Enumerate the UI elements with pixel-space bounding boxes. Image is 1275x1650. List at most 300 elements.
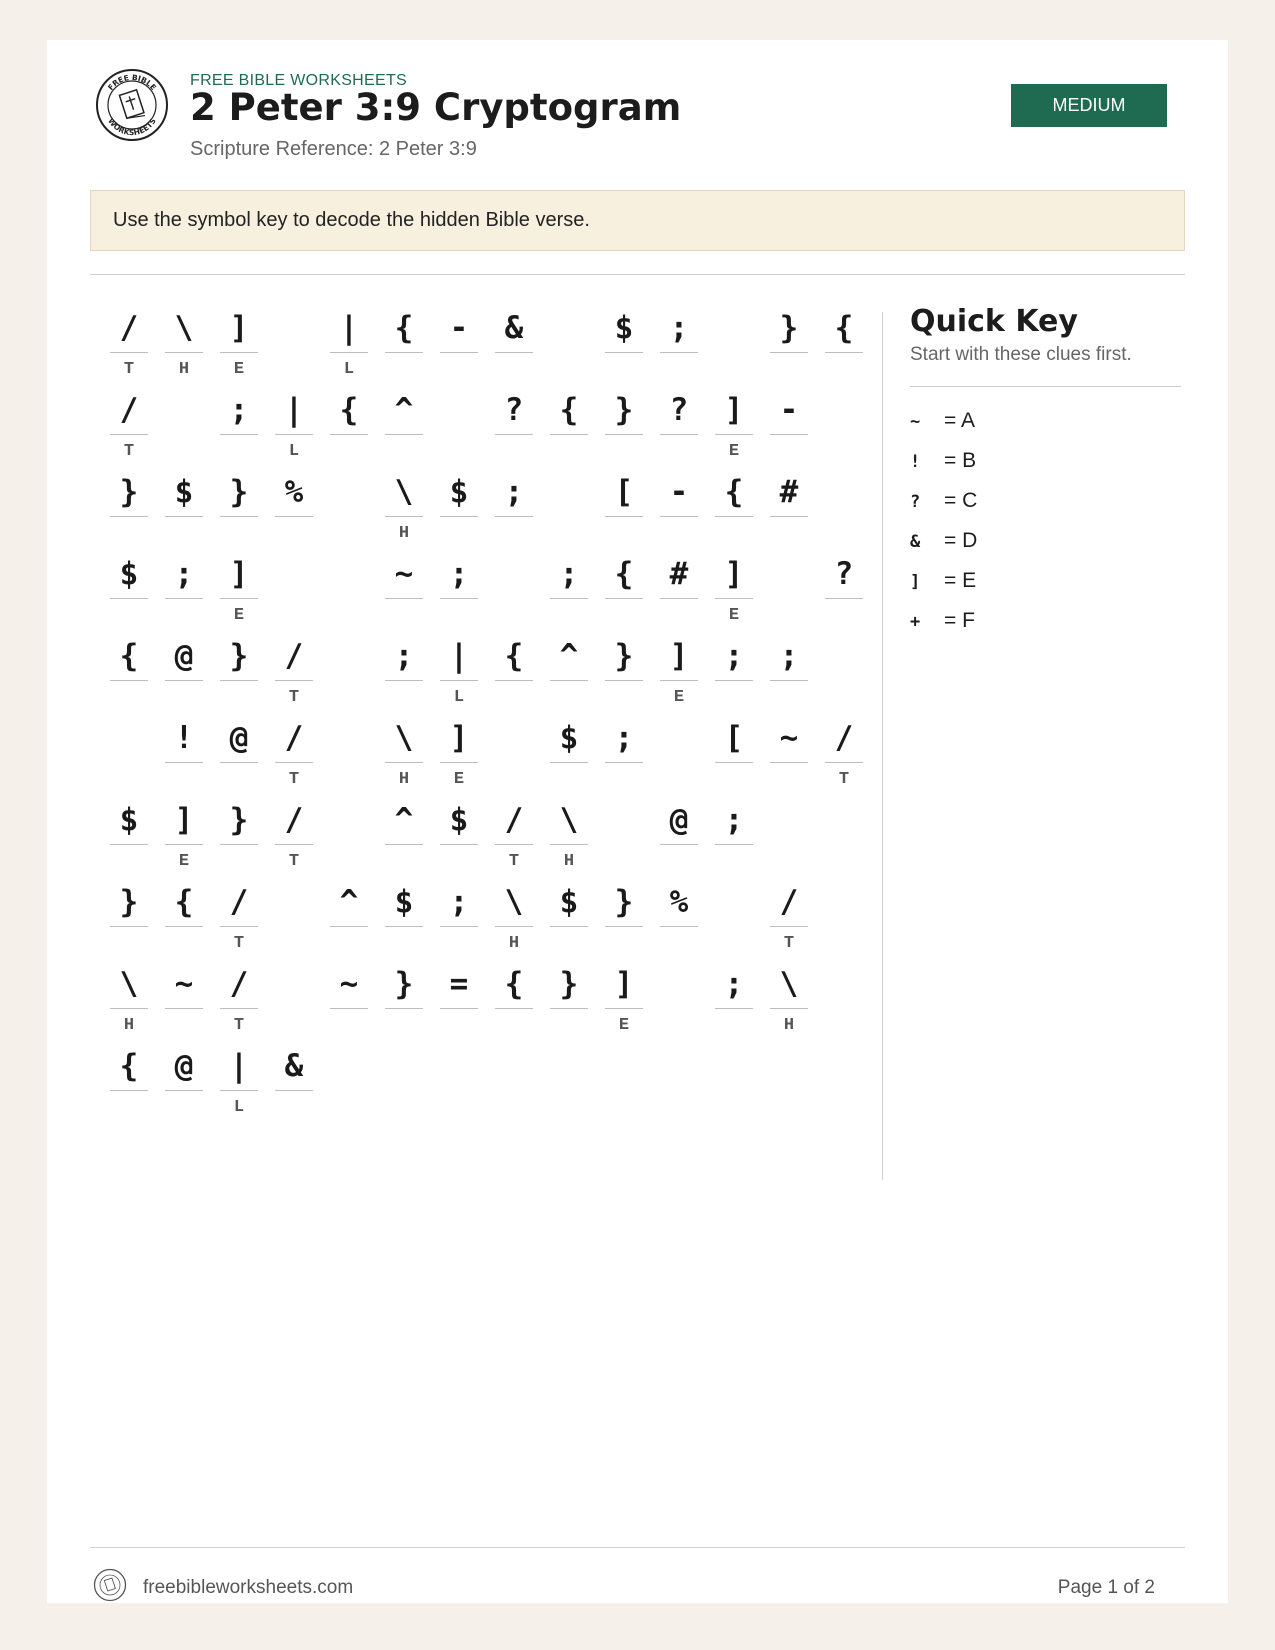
cipher-symbol: ;	[174, 556, 194, 592]
answer-line	[440, 680, 478, 681]
cipher-cell	[550, 708, 588, 794]
cipher-symbol: =	[449, 966, 469, 1002]
cipher-cell	[330, 298, 368, 384]
cipher-cell	[770, 380, 808, 466]
cipher-symbol: ^	[394, 802, 414, 838]
answer-line	[165, 1090, 203, 1091]
answer-letter: E	[728, 606, 740, 625]
answer-line	[440, 762, 478, 763]
cipher-symbol: ;	[724, 966, 744, 1002]
cipher-symbol: ^	[559, 638, 579, 674]
cipher-cell	[110, 544, 148, 630]
cipher-symbol: $	[559, 720, 579, 756]
answer-line	[715, 762, 753, 763]
cipher-cell	[440, 298, 478, 384]
cipher-cell	[660, 872, 698, 958]
cipher-symbol: |	[229, 1048, 249, 1084]
answer-line	[165, 1008, 203, 1009]
answer-letter: E	[673, 688, 685, 707]
cipher-symbol: /	[504, 802, 524, 838]
cipher-cell	[440, 708, 478, 794]
cipher-symbol: /	[229, 884, 249, 920]
answer-letter: E	[453, 770, 465, 789]
cipher-cell	[220, 872, 258, 958]
answer-line	[275, 516, 313, 517]
cipher-symbol: ;	[504, 474, 524, 510]
cipher-symbol: {	[504, 966, 524, 1002]
cipher-symbol: $	[449, 474, 469, 510]
cipher-cell	[495, 462, 533, 548]
svg-text:WORKSHEETS: WORKSHEETS	[106, 116, 158, 138]
cipher-cell	[165, 298, 203, 384]
answer-line	[605, 1008, 643, 1009]
page-title: 2 Peter 3:9 Cryptogram	[190, 86, 682, 129]
answer-line	[495, 434, 533, 435]
answer-line	[330, 352, 368, 353]
quick-key-list	[910, 401, 977, 641]
answer-line	[110, 352, 148, 353]
cipher-symbol: }	[559, 966, 579, 1002]
answer-line	[550, 762, 588, 763]
cipher-cell	[715, 790, 753, 876]
cipher-cell	[220, 298, 258, 384]
cipher-symbol: $	[394, 884, 414, 920]
answer-line	[550, 926, 588, 927]
cipher-symbol: ;	[449, 556, 469, 592]
answer-letter: H	[178, 360, 190, 379]
cipher-symbol: ~	[394, 556, 414, 592]
cipher-cell	[165, 708, 203, 794]
answer-line	[110, 598, 148, 599]
cipher-symbol: }	[119, 884, 139, 920]
key-value: = E	[944, 569, 977, 592]
answer-line	[385, 352, 423, 353]
cipher-cell	[165, 544, 203, 630]
cipher-cell	[385, 708, 423, 794]
key-symbol: ]	[910, 572, 921, 592]
answer-line	[385, 680, 423, 681]
cipher-symbol: |	[449, 638, 469, 674]
quick-key-item	[910, 441, 977, 481]
cipher-cell	[495, 790, 533, 876]
cipher-cell	[715, 626, 753, 712]
answer-line	[165, 680, 203, 681]
answer-letter: E	[178, 852, 190, 871]
instructions-box: Use the symbol key to decode the hidden Bible verse.	[90, 190, 1185, 251]
cipher-symbol: %	[669, 884, 689, 920]
answer-letter: E	[728, 442, 740, 461]
cipher-symbol: }	[614, 392, 634, 428]
cipher-symbol: ;	[229, 392, 249, 428]
cipher-symbol: &	[284, 1048, 304, 1084]
cipher-cell	[660, 462, 698, 548]
cipher-symbol: {	[504, 638, 524, 674]
answer-line	[220, 680, 258, 681]
cipher-symbol: }	[119, 474, 139, 510]
cipher-cell	[605, 462, 643, 548]
answer-line	[275, 844, 313, 845]
cipher-cell	[110, 298, 148, 384]
key-value: = D	[944, 529, 978, 552]
cipher-cell	[110, 626, 148, 712]
answer-letter: E	[233, 360, 245, 379]
cipher-symbol: {	[394, 310, 414, 346]
answer-line	[385, 434, 423, 435]
cipher-cell	[440, 790, 478, 876]
cipher-symbol: \	[394, 720, 414, 756]
answer-line	[550, 680, 588, 681]
cipher-symbol: \	[394, 474, 414, 510]
cipher-cell	[770, 708, 808, 794]
cipher-symbol: !	[174, 720, 194, 756]
cipher-cell	[110, 954, 148, 1040]
cipher-symbol: ;	[449, 884, 469, 920]
answer-line	[440, 844, 478, 845]
cipher-symbol: ]	[724, 392, 744, 428]
cipher-symbol: {	[174, 884, 194, 920]
answer-line	[220, 352, 258, 353]
cipher-cell	[275, 1036, 313, 1122]
cipher-cell	[220, 626, 258, 712]
cipher-symbol: ]	[229, 556, 249, 592]
cipher-symbol: ^	[339, 884, 359, 920]
answer-line	[220, 434, 258, 435]
cipher-cell	[220, 380, 258, 466]
cipher-cell	[110, 462, 148, 548]
answer-line	[330, 434, 368, 435]
cipher-cell	[275, 790, 313, 876]
cipher-symbol: {	[614, 556, 634, 592]
cipher-cell	[770, 872, 808, 958]
answer-line	[715, 1008, 753, 1009]
answer-letter: H	[563, 852, 575, 871]
cipher-symbol: {	[119, 1048, 139, 1084]
answer-line	[660, 680, 698, 681]
cipher-symbol: ]	[614, 966, 634, 1002]
key-value: = B	[944, 449, 977, 472]
cipher-symbol: -	[669, 474, 689, 510]
cipher-cell	[715, 708, 753, 794]
footer-divider	[90, 1547, 1185, 1548]
answer-letter: E	[618, 1016, 630, 1035]
cipher-cell	[605, 298, 643, 384]
key-symbol: &	[910, 532, 921, 552]
cipher-symbol: /	[229, 966, 249, 1002]
answer-line	[165, 516, 203, 517]
answer-line	[385, 516, 423, 517]
cipher-symbol: ?	[669, 392, 689, 428]
cipher-cell	[495, 872, 533, 958]
answer-line	[770, 762, 808, 763]
cipher-symbol: \	[779, 966, 799, 1002]
cipher-symbol: %	[284, 474, 304, 510]
cipher-symbol: ;	[724, 638, 744, 674]
answer-line	[770, 516, 808, 517]
answer-letter: H	[508, 934, 520, 953]
cipher-symbol: {	[834, 310, 854, 346]
logo-icon	[95, 68, 169, 142]
cipher-cell	[495, 626, 533, 712]
cipher-symbol: ]	[174, 802, 194, 838]
answer-line	[605, 516, 643, 517]
cipher-cell	[385, 380, 423, 466]
answer-line	[605, 926, 643, 927]
cipher-symbol: -	[779, 392, 799, 428]
cipher-symbol: ;	[614, 720, 634, 756]
cipher-cell	[110, 872, 148, 958]
answer-line	[440, 1008, 478, 1009]
answer-letter: H	[123, 1016, 135, 1035]
quick-key-item	[910, 521, 977, 561]
cipher-symbol: @	[174, 638, 194, 674]
answer-letter: T	[288, 852, 300, 871]
cipher-symbol: ;	[779, 638, 799, 674]
answer-line	[385, 844, 423, 845]
cipher-symbol: $	[559, 884, 579, 920]
answer-line	[165, 762, 203, 763]
answer-line	[770, 352, 808, 353]
cipher-symbol: ;	[669, 310, 689, 346]
cipher-symbol: @	[174, 1048, 194, 1084]
answer-line	[220, 598, 258, 599]
cipher-cell	[550, 954, 588, 1040]
cipher-symbol: ?	[834, 556, 854, 592]
answer-line	[550, 844, 588, 845]
cipher-symbol: }	[614, 884, 634, 920]
cipher-symbol: {	[339, 392, 359, 428]
cipher-cell	[825, 544, 863, 630]
cipher-cell	[495, 298, 533, 384]
cipher-cell	[110, 790, 148, 876]
answer-line	[440, 516, 478, 517]
answer-line	[715, 434, 753, 435]
key-value: = C	[944, 489, 978, 512]
answer-line	[550, 598, 588, 599]
answer-line	[110, 926, 148, 927]
cipher-symbol: ~	[339, 966, 359, 1002]
key-symbol: ~	[910, 412, 921, 432]
cipher-symbol: [	[724, 720, 744, 756]
cipher-cell	[440, 626, 478, 712]
answer-line	[715, 844, 753, 845]
answer-line	[385, 598, 423, 599]
cipher-cell	[165, 954, 203, 1040]
cipher-cell	[605, 380, 643, 466]
answer-line	[605, 434, 643, 435]
answer-line	[440, 926, 478, 927]
cipher-symbol: /	[284, 802, 304, 838]
cipher-symbol: $	[119, 556, 139, 592]
cipher-cell	[440, 954, 478, 1040]
cipher-cell	[550, 626, 588, 712]
answer-line	[110, 516, 148, 517]
cipher-cell	[220, 1036, 258, 1122]
answer-line	[275, 434, 313, 435]
cipher-cell	[605, 954, 643, 1040]
cipher-cell	[770, 954, 808, 1040]
cipher-cell	[440, 872, 478, 958]
answer-line	[825, 352, 863, 353]
cipher-cell	[440, 462, 478, 548]
cipher-symbol: $	[614, 310, 634, 346]
cipher-cell	[330, 872, 368, 958]
cipher-symbol: /	[119, 392, 139, 428]
answer-line	[220, 1008, 258, 1009]
answer-line	[550, 1008, 588, 1009]
answer-line	[330, 1008, 368, 1009]
cipher-cell	[385, 626, 423, 712]
answer-line	[770, 680, 808, 681]
answer-line	[660, 844, 698, 845]
footer-site: freebibleworksheets.com	[143, 1577, 354, 1598]
cipher-symbol: /	[779, 884, 799, 920]
answer-letter: T	[123, 442, 135, 461]
cipher-symbol: {	[724, 474, 744, 510]
answer-line	[495, 516, 533, 517]
cipher-cell	[330, 380, 368, 466]
cipher-cell	[715, 954, 753, 1040]
answer-letter: L	[233, 1098, 245, 1117]
cipher-symbol: ]	[724, 556, 744, 592]
answer-line	[165, 844, 203, 845]
cipher-cell	[385, 872, 423, 958]
answer-line	[165, 598, 203, 599]
cipher-cell	[605, 872, 643, 958]
cipher-cell	[165, 462, 203, 548]
answer-letter: T	[233, 934, 245, 953]
cipher-symbol: [	[614, 474, 634, 510]
answer-line	[110, 1090, 148, 1091]
cipher-cell	[605, 708, 643, 794]
cipher-symbol: \	[119, 966, 139, 1002]
answer-line	[110, 1008, 148, 1009]
cipher-symbol: &	[504, 310, 524, 346]
cipher-cell	[605, 544, 643, 630]
cipher-symbol: ?	[504, 392, 524, 428]
cipher-symbol: ~	[779, 720, 799, 756]
cipher-cell	[165, 1036, 203, 1122]
answer-line	[715, 516, 753, 517]
cipher-cell	[550, 790, 588, 876]
answer-line	[275, 1090, 313, 1091]
answer-line	[385, 1008, 423, 1009]
answer-line	[495, 844, 533, 845]
answer-line	[825, 598, 863, 599]
cipher-symbol: ^	[394, 392, 414, 428]
key-symbol: ?	[910, 492, 921, 512]
answer-letter: L	[288, 442, 300, 461]
answer-line	[220, 844, 258, 845]
answer-line	[660, 598, 698, 599]
cipher-symbol: }	[779, 310, 799, 346]
cipher-cell	[385, 790, 423, 876]
answer-letter: T	[508, 852, 520, 871]
cipher-cell	[770, 298, 808, 384]
footer-logo-icon	[93, 1568, 127, 1602]
cipher-cell	[385, 954, 423, 1040]
cipher-symbol: #	[669, 556, 689, 592]
answer-line	[220, 516, 258, 517]
answer-letter: H	[398, 770, 410, 789]
cipher-cell	[385, 462, 423, 548]
cipher-symbol: }	[614, 638, 634, 674]
answer-line	[330, 926, 368, 927]
cipher-cell	[220, 954, 258, 1040]
cipher-cell	[660, 298, 698, 384]
answer-line	[660, 434, 698, 435]
cipher-symbol: #	[779, 474, 799, 510]
cipher-cell	[165, 626, 203, 712]
key-value: = F	[944, 609, 975, 632]
answer-letter: T	[123, 360, 135, 379]
cipher-symbol: ;	[559, 556, 579, 592]
key-symbol: +	[910, 612, 921, 632]
cipher-cell	[715, 544, 753, 630]
answer-line	[165, 926, 203, 927]
cipher-cell	[440, 544, 478, 630]
cipher-cell	[385, 544, 423, 630]
answer-line	[605, 598, 643, 599]
quick-key-subtitle: Start with these clues first.	[910, 344, 1132, 365]
key-value: = A	[944, 409, 975, 432]
cipher-symbol: /	[284, 720, 304, 756]
cipher-cell	[165, 872, 203, 958]
cipher-cell	[220, 462, 258, 548]
cipher-symbol: ~	[174, 966, 194, 1002]
cipher-cell	[825, 298, 863, 384]
answer-line	[770, 1008, 808, 1009]
cipher-symbol: ]	[229, 310, 249, 346]
cipher-cell	[495, 380, 533, 466]
answer-line	[220, 926, 258, 927]
cipher-cell	[110, 380, 148, 466]
cipher-cell	[110, 1036, 148, 1122]
cipher-symbol: {	[559, 392, 579, 428]
cipher-cell	[660, 790, 698, 876]
answer-letter: T	[288, 770, 300, 789]
cipher-cell	[605, 626, 643, 712]
cipher-symbol: \	[559, 802, 579, 838]
cipher-cell	[825, 708, 863, 794]
cipher-cell	[550, 380, 588, 466]
answer-line	[440, 598, 478, 599]
cipher-symbol: }	[229, 638, 249, 674]
cipher-cell	[550, 544, 588, 630]
svg-text:FREE BIBLE: FREE BIBLE	[106, 72, 158, 92]
cipher-symbol: ;	[394, 638, 414, 674]
cipher-symbol: -	[449, 310, 469, 346]
cipher-cell	[660, 626, 698, 712]
quick-key-divider	[910, 386, 1181, 387]
quick-key-item	[910, 401, 977, 441]
answer-line	[165, 352, 203, 353]
cipher-cell	[715, 462, 753, 548]
answer-line	[385, 926, 423, 927]
cipher-cell	[770, 626, 808, 712]
cipher-symbol: @	[669, 802, 689, 838]
cipher-cell	[660, 380, 698, 466]
answer-line	[440, 352, 478, 353]
answer-letter: E	[233, 606, 245, 625]
answer-line	[220, 1090, 258, 1091]
answer-line	[275, 680, 313, 681]
answer-line	[495, 1008, 533, 1009]
answer-letter: T	[838, 770, 850, 789]
answer-line	[770, 926, 808, 927]
cipher-cell	[660, 544, 698, 630]
answer-letter: T	[233, 1016, 245, 1035]
answer-letter: H	[398, 524, 410, 543]
